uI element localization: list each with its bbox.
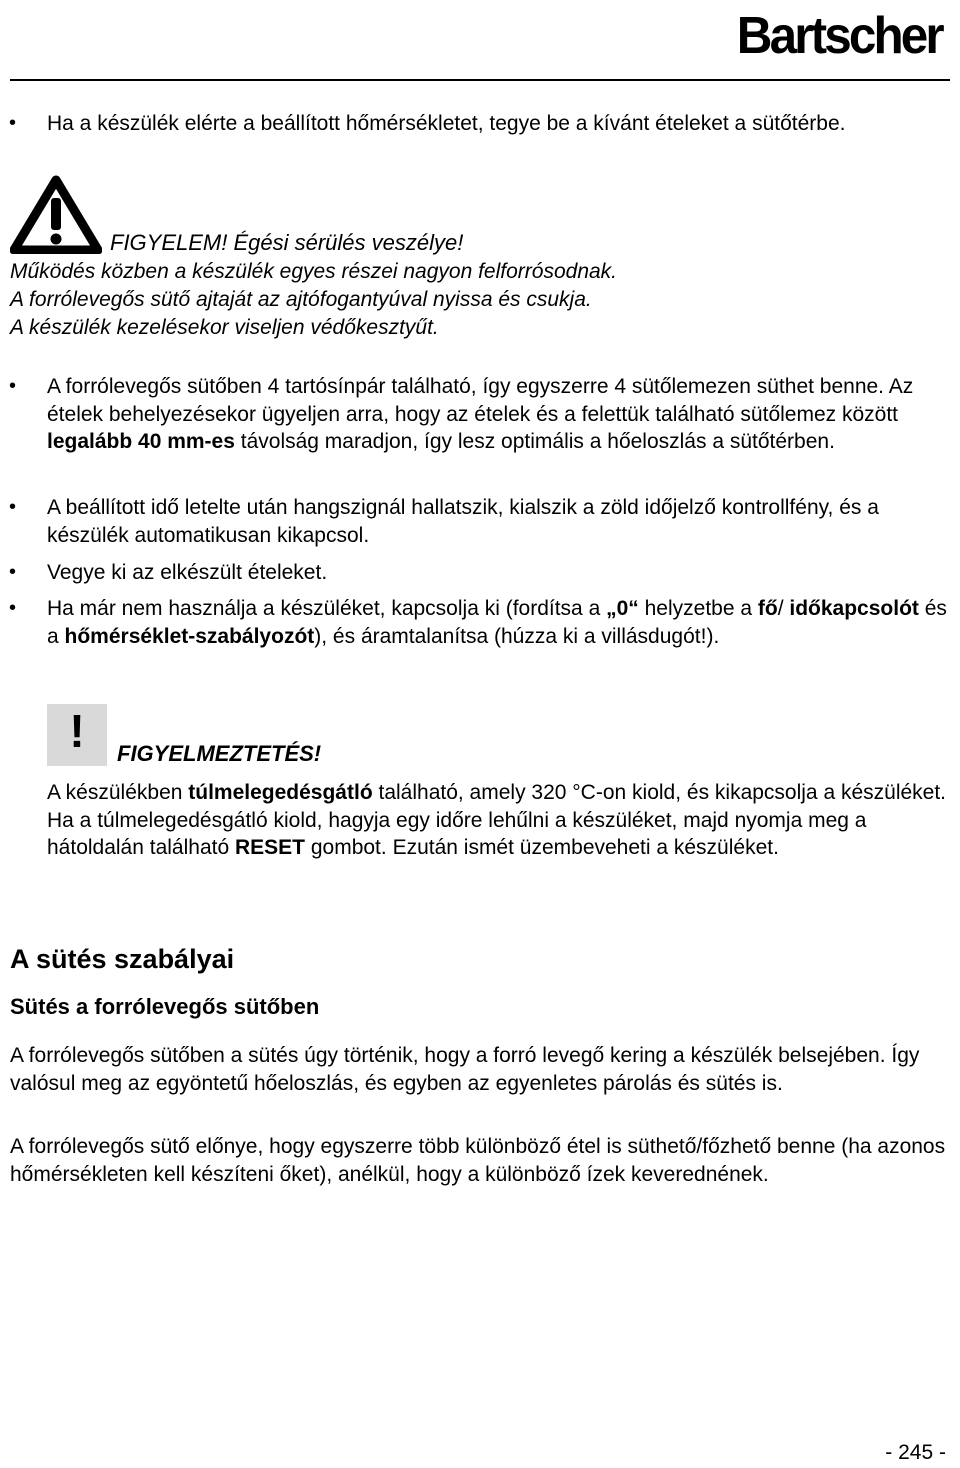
paragraph: A forrólevegős sütőben a sütés úgy történik, hogy a forró levegő kering a készülék belsejében. Így valósul meg az egyöntetű hőeloszlás, és egyben az egyenletes párolás és sütés is. bbox=[10, 1044, 920, 1095]
list-item: • Ha már nem használja a készüléket, kapcsolja ki (fordítsa a „0“ helyzetbe a fő/ időkapcsolót és a hőmérséklet-szabályozót), és áramtalanítsa (húzza ki a villásdugót!). bbox=[47, 595, 947, 650]
warning-body bbox=[10, 258, 940, 342]
warning-title: FIGYELEM! Égési sérülés veszélye! bbox=[110, 230, 464, 255]
warning-line: A készülék kezelésekor viseljen védőkesztyűt. bbox=[10, 316, 439, 339]
page-number: - 245 - bbox=[885, 1441, 946, 1464]
warning-body: A készülékben túlmelegedésgátló található, amely 320 °C-on kiold, és kikapcsolja a készüléket. Ha a túlmelegedésgátló kiold, hagyja egy időre lehűlni a készüléket, majd nyomja meg a hátoldalán található RESET gombot. Ezután ismét üzembeveheti a készüléket. bbox=[47, 781, 947, 859]
section-heading: A sütés szabályai bbox=[10, 944, 235, 974]
warning-triangle-icon bbox=[10, 174, 102, 259]
warning-line: A forrólevegős sütő ajtaját az ajtófogantyúval nyissa és csukja. bbox=[10, 288, 592, 311]
list-item: • A beállított idő letelte után hangszignál hallatszik, kialszik a zöld időjelző kontrollfény, és a készülék automatikusan kikapcsol. bbox=[47, 494, 947, 549]
list-item: • Ha a készülék elérte a beállított hőmérsékletet, tegye be a kívánt ételeket a sütőtérbe. bbox=[47, 110, 947, 138]
header-divider bbox=[10, 79, 950, 81]
section-subheading: Sütés a forrólevegős sütőben bbox=[10, 994, 320, 1019]
warning-title: FIGYELMEZTETÉS! bbox=[117, 741, 322, 766]
list-item: • A forrólevegős sütőben 4 tartósínpár található, így egyszerre 4 sütőlemezen süthet benne. Az ételek behelyezésekor ügyeljen arra, hogy az ételek és a felettük található sütőlemez között legalább 40 mm-es távolság maradjon, így lesz optimális a hőeloszlás a sütőtérben. bbox=[47, 373, 947, 456]
exclamation-icon: ! bbox=[47, 704, 107, 766]
paragraph: A forrólevegős sütő előnye, hogy egyszerre több különböző étel is süthető/főzhető benne (ha azonos hőmérsékleten kell készíteni őket), anélkül, hogy a különböző ízek keverednének. bbox=[10, 1135, 946, 1186]
brand-logo: Bartscher bbox=[736, 7, 942, 65]
warning-line: Működés közben a készülék egyes részei nagyon felforrósodnak. bbox=[10, 260, 618, 283]
list-item: • Vegye ki az elkészült ételeket. bbox=[47, 559, 947, 587]
